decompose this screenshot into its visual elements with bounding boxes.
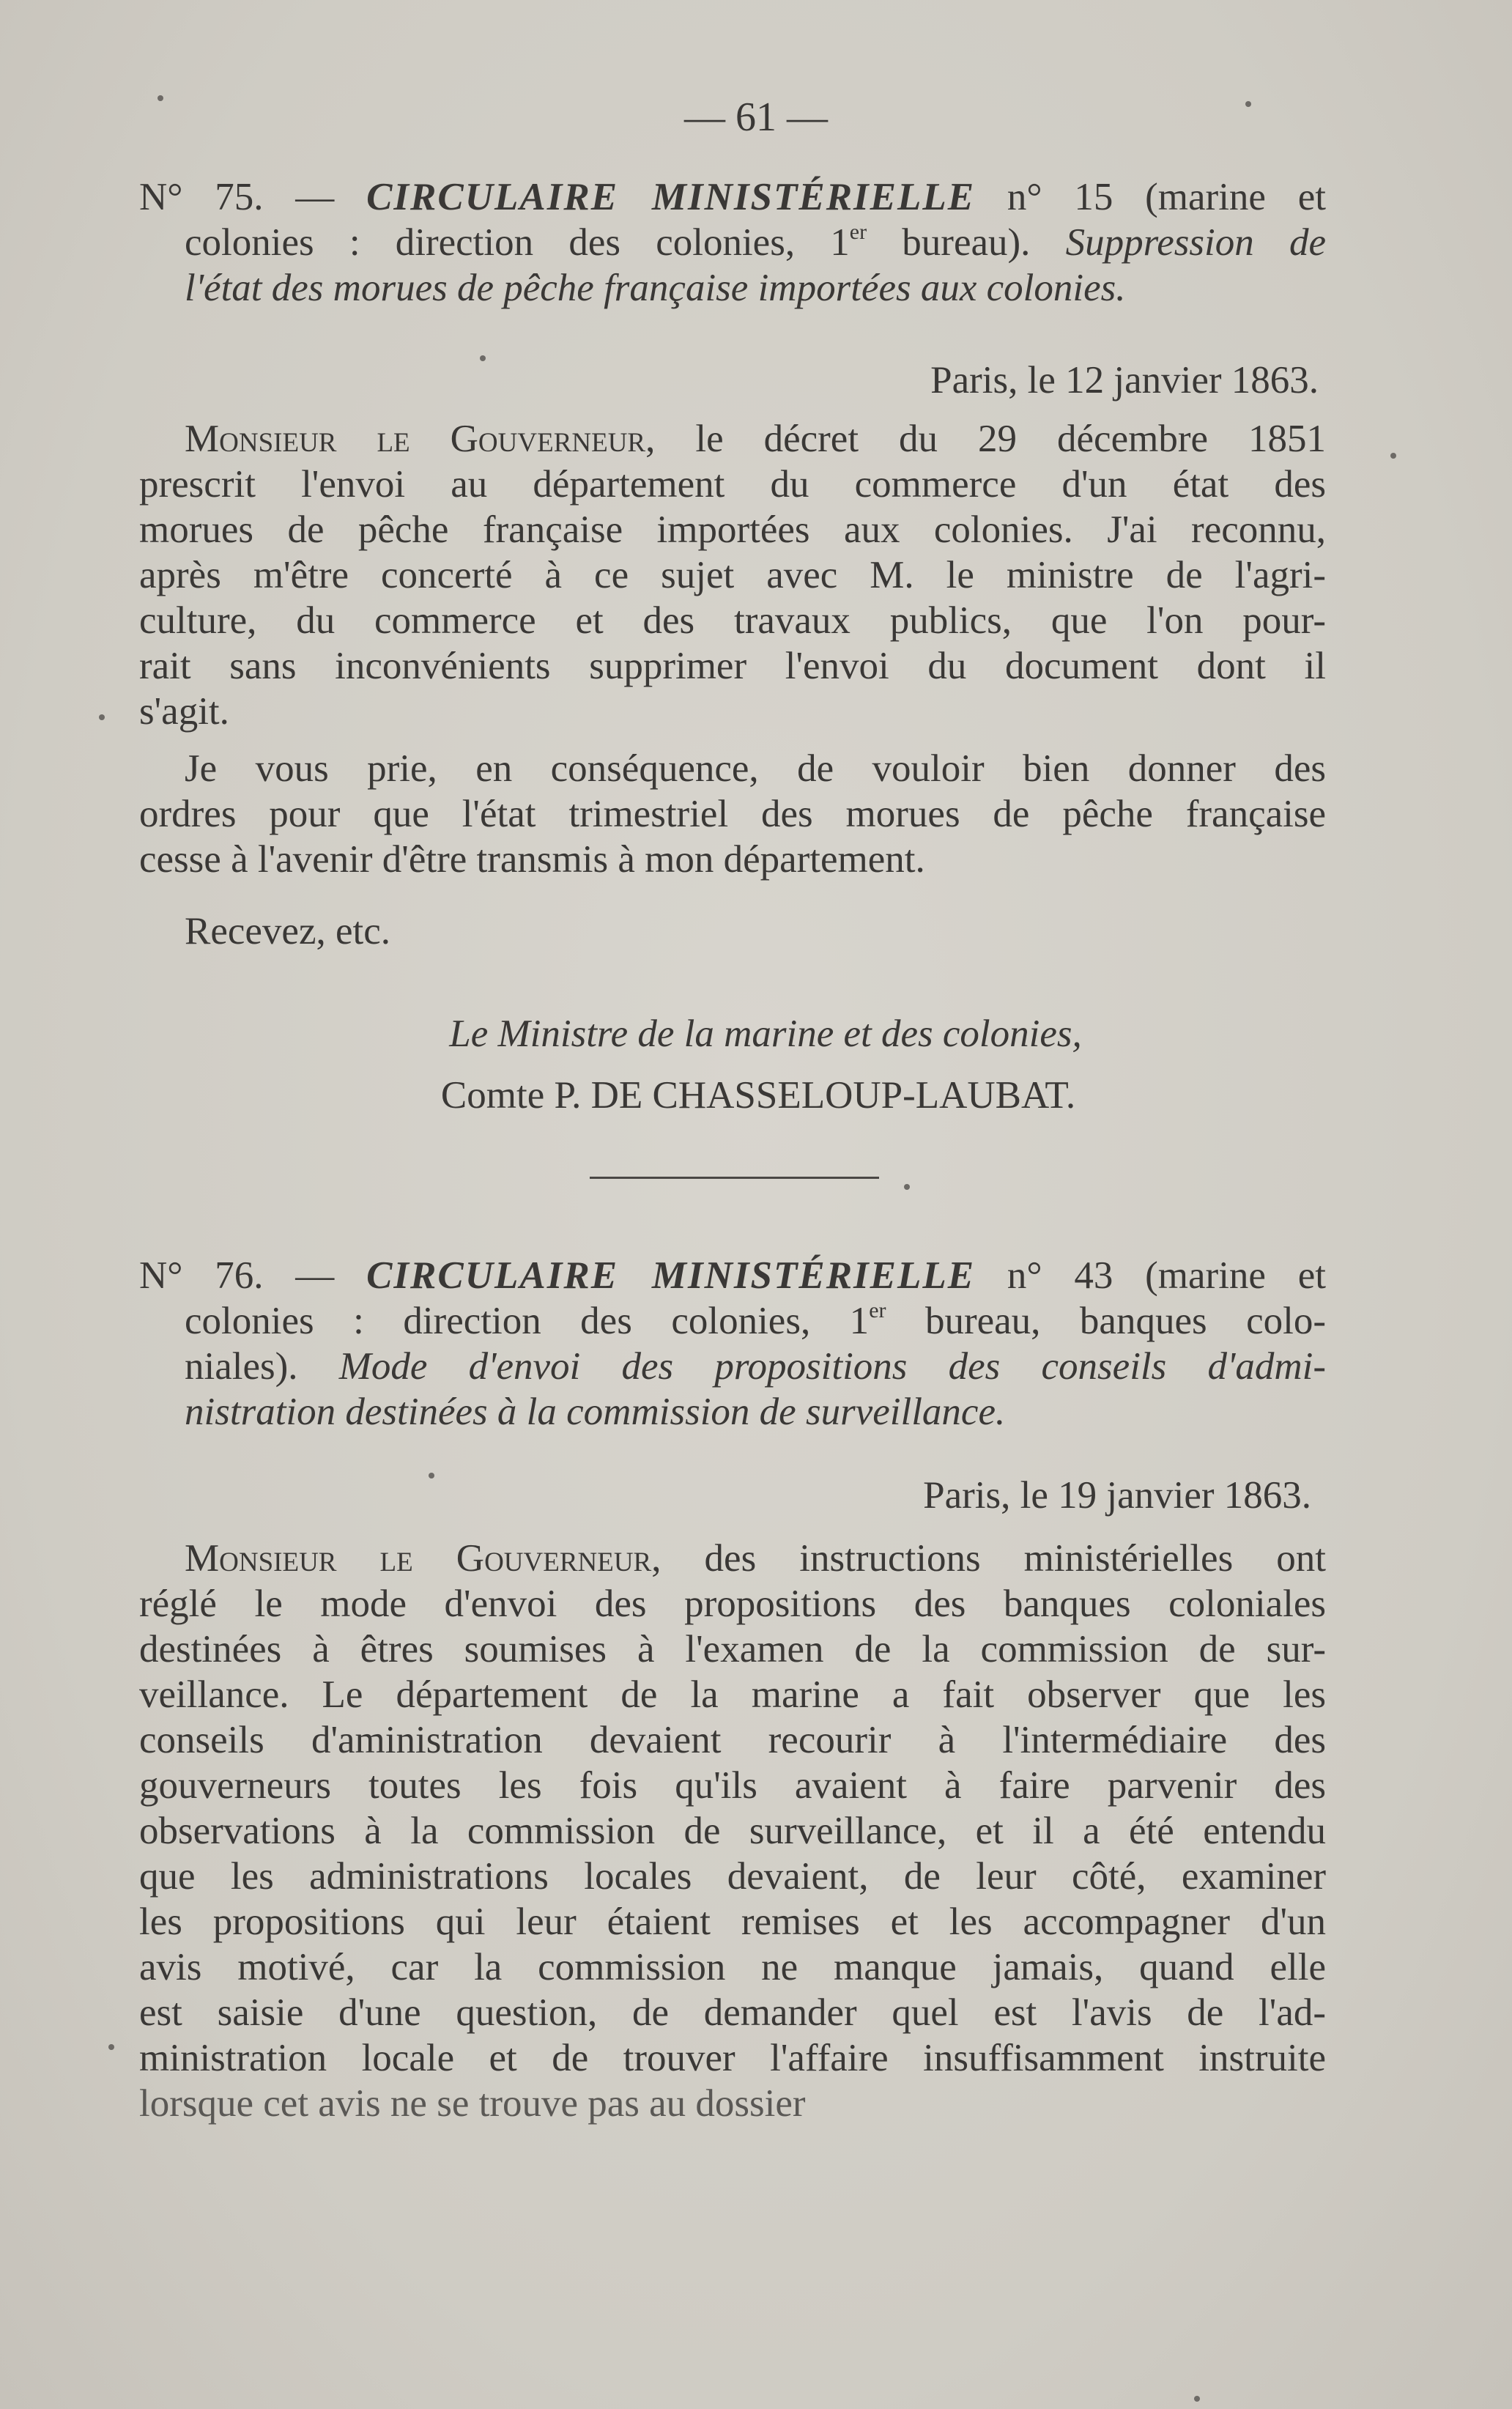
circular-76-dateline: Paris, le 19 janvier 1863.: [923, 1474, 1311, 1517]
paragraph-line: ordres pour que l'état trimestriel des morues de pêche française: [139, 793, 1326, 835]
paragraph-line: Je vous prie, en conséquence, de vouloir bien donner des: [185, 747, 1326, 790]
paragraph-line: avis motivé, car la commission ne manque jamais, quand elle: [139, 1946, 1326, 1988]
circular-75-dateline: Paris, le 12 janvier 1863.: [930, 359, 1319, 402]
circular-76-subject: nistration destinées à la commission de surveillance.: [185, 1391, 1006, 1433]
paragraph-line: ministration locale et de trouver l'affaire insuffisamment instruite: [139, 2037, 1326, 2079]
scan-speck: [99, 714, 105, 720]
scan-speck: [429, 1473, 434, 1479]
paragraph-line: prescrit l'envoi au département du commerce d'un état des: [139, 463, 1326, 506]
circular-76-heading-line-3: niales). Mode d'envoi des propositions des conseils d'admi-: [185, 1345, 1326, 1388]
paragraph-line: réglé le mode d'envoi des propositions des banques coloniales: [139, 1583, 1326, 1625]
circular-76-type: CIRCULAIRE MINISTÉRIELLE: [366, 1254, 976, 1297]
circular-76-heading: N° 76. — CIRCULAIRE MINISTÉRIELLE n° 43 (marine et: [139, 1254, 1326, 1297]
salutation: Monsieur le Gouverneur: [185, 1537, 652, 1580]
paragraph-line: morues de pêche française importées aux colonies. J'ai reconnu,: [139, 508, 1326, 551]
signature-name: Comte P. DE CHASSELOUP-LAUBAT.: [440, 1074, 1076, 1117]
paragraph-line: conseils d'aministration devaient recourir à l'intermédiaire des: [139, 1719, 1326, 1761]
circular-76-salutation-line: Monsieur le Gouverneur, des instructions ministérielles ont: [185, 1537, 1326, 1580]
circular-75-salutation-line: Monsieur le Gouverneur, le décret du 29 décembre 1851: [185, 418, 1327, 460]
section-divider: [590, 1177, 879, 1179]
salutation: Monsieur le Gouverneur: [185, 418, 646, 460]
scan-speck: [158, 95, 163, 101]
paragraph-line: lorsque cet avis ne se trouve pas au dossier: [139, 2082, 806, 2125]
circular-75-heading-line-2: colonies : direction des colonies, 1er bureau). Suppression de: [185, 220, 1326, 264]
paragraph-line: s'agit.: [139, 690, 229, 733]
paragraph-line: observations à la commission de surveillance, et il a été entendu: [139, 1810, 1326, 1852]
paragraph-line: les propositions qui leur étaient remises et les accompagner d'un: [139, 1901, 1326, 1943]
paragraph-line: culture, du commerce et des travaux publics, que l'on pour-: [139, 599, 1326, 642]
circular-75-type: CIRCULAIRE MINISTÉRIELLE: [366, 176, 976, 218]
paragraph-line: rait sans inconvénients supprimer l'envoi du document dont il: [139, 645, 1326, 687]
scan-speck: [1245, 101, 1251, 107]
scan-speck: [904, 1184, 910, 1190]
paragraph-line: cesse à l'avenir d'être transmis à mon département.: [139, 838, 925, 881]
paragraph-line: veillance. Le département de la marine a fait observer que les: [139, 1673, 1326, 1716]
scan-speck: [1390, 453, 1396, 459]
scan-speck: [480, 355, 486, 361]
paragraph-line: destinées à êtres soumises à l'examen de la commission de sur-: [139, 1628, 1326, 1670]
paragraph-line: que les administrations locales devaient, de leur côté, examiner: [139, 1855, 1326, 1898]
paragraph-line: après m'être concerté à ce sujet avec M. le ministre de l'agri-: [139, 554, 1326, 596]
signature-title: Le Ministre de la marine et des colonies,: [449, 1013, 1082, 1055]
paragraph-line: gouverneurs toutes les fois qu'ils avaient à faire parvenir des: [139, 1764, 1326, 1807]
closing: Recevez, etc.: [185, 910, 390, 952]
page-number: — 61 —: [684, 95, 828, 140]
scan-speck: [108, 2044, 114, 2050]
circular-76-heading-line-2: colonies : direction des colonies, 1er bureau, banques colo-: [185, 1298, 1326, 1342]
scan-speck: [1194, 2396, 1200, 2402]
circular-75-subject: l'état des morues de pêche française importées aux colonies.: [185, 267, 1126, 309]
circular-75-heading: N° 75. — CIRCULAIRE MINISTÉRIELLE n° 15 (marine et: [139, 176, 1326, 218]
paragraph-line: est saisie d'une question, de demander quel est l'avis de l'ad-: [139, 1991, 1326, 2034]
